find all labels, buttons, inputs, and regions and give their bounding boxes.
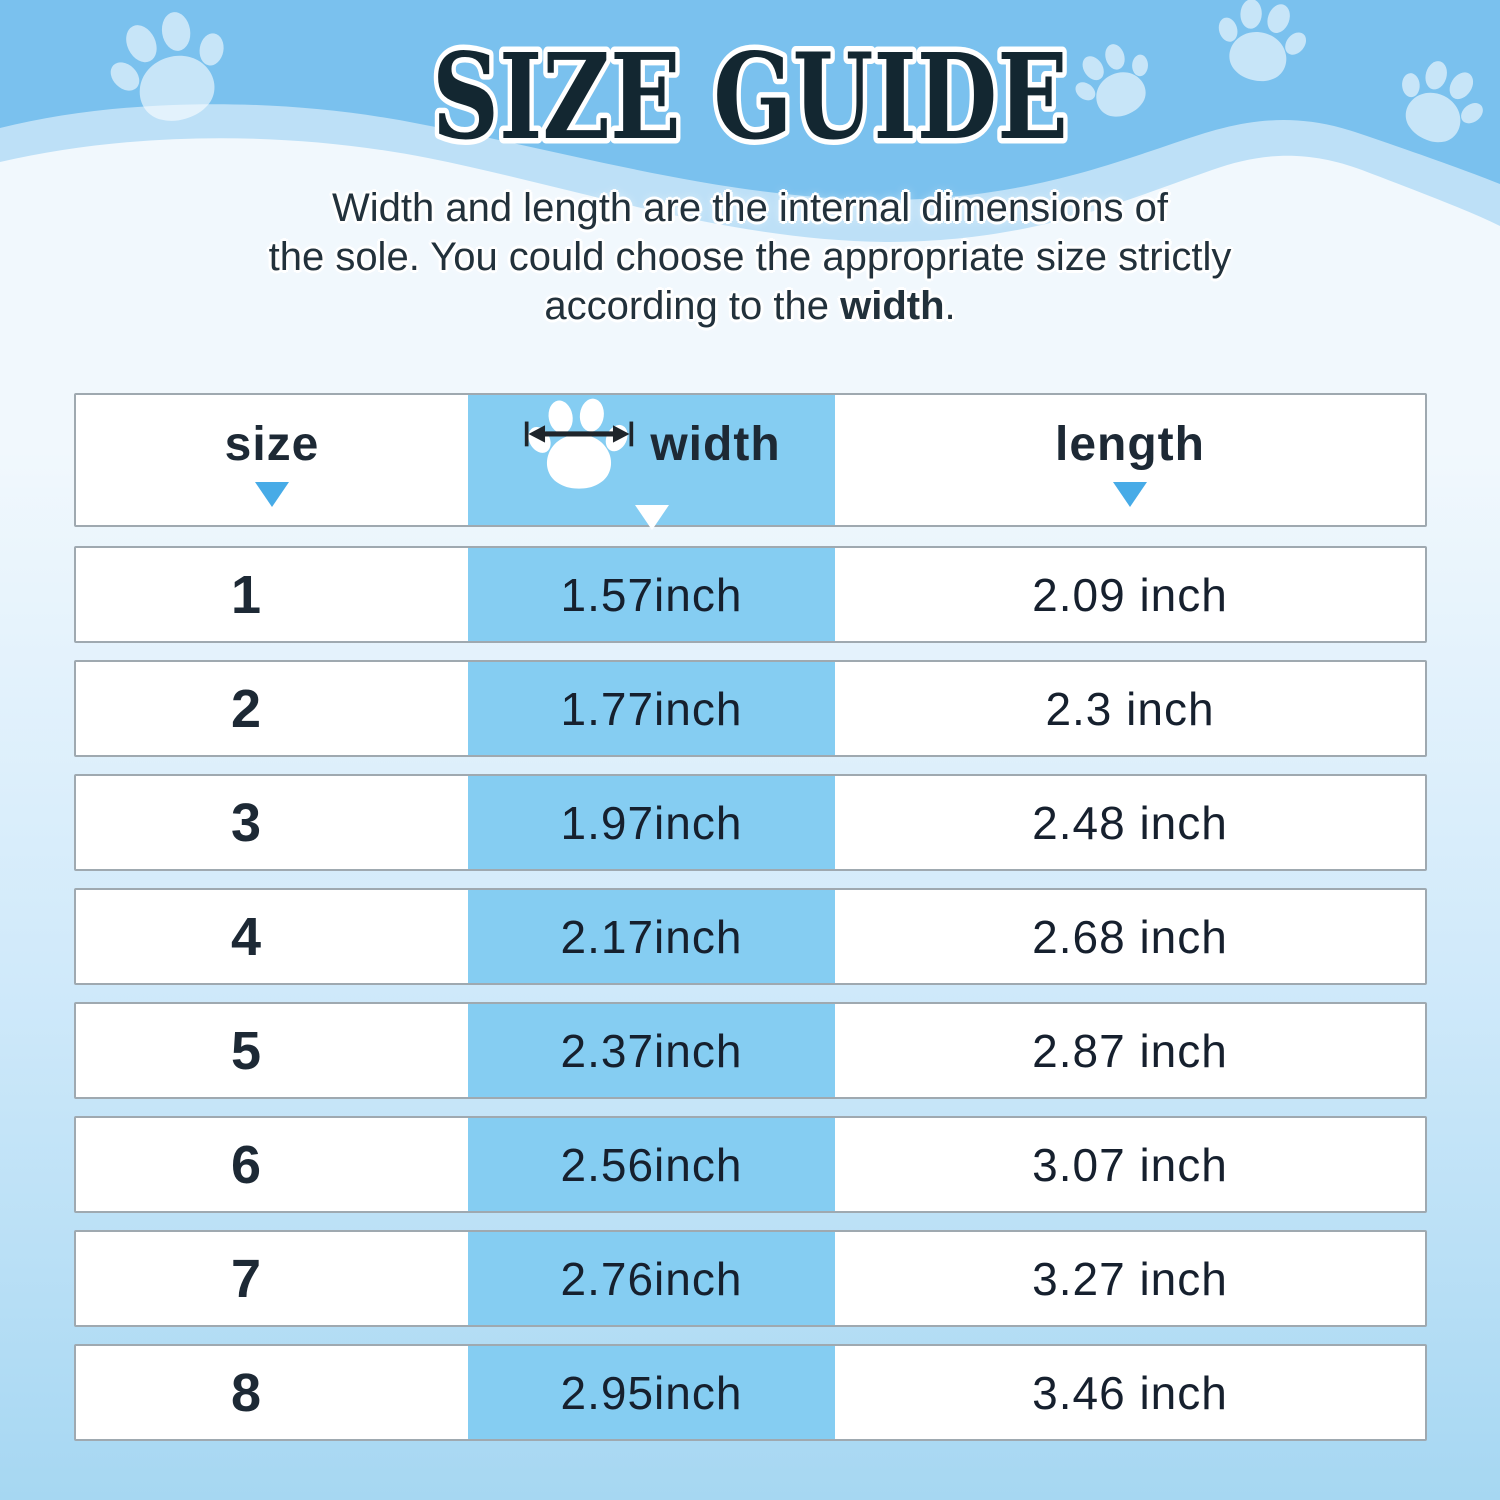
- width-value: 1.77inch: [560, 682, 743, 735]
- width-value: 2.76inch: [560, 1252, 743, 1305]
- width-header-label: width: [650, 418, 781, 471]
- description-line-2: the sole. You could choose the appropriate size strictly: [268, 235, 1232, 279]
- table-body: [74, 546, 1427, 1441]
- size-value: 6: [230, 1134, 262, 1195]
- length-cell: [835, 1232, 1425, 1325]
- size-value: 4: [230, 906, 262, 967]
- length-cell: [835, 1118, 1425, 1211]
- description-line-3-suffix: .: [944, 284, 956, 328]
- size-cell: [76, 1004, 468, 1097]
- size-header-label: size: [224, 418, 320, 471]
- table-row: [74, 660, 1427, 757]
- width-value: 2.95inch: [560, 1366, 743, 1419]
- width-value: 2.37inch: [560, 1024, 743, 1077]
- width-cell: [468, 662, 835, 755]
- description-line-3-bold: width: [840, 284, 945, 328]
- length-cell: [835, 776, 1425, 869]
- width-value: 1.97inch: [560, 796, 743, 849]
- paw-double-arrow-icon: [522, 394, 636, 495]
- description-line-3: [0, 282, 1500, 331]
- table-row: [74, 1002, 1427, 1099]
- length-value: 2.3 inch: [1045, 682, 1215, 735]
- description: [0, 184, 1500, 331]
- length-cell: [835, 662, 1425, 755]
- size-cell: [76, 1232, 468, 1325]
- size-cell: [76, 548, 468, 641]
- length-value: 3.27 inch: [1032, 1252, 1228, 1305]
- size-value: 3: [230, 792, 262, 853]
- triangle-down-icon: [1113, 482, 1147, 507]
- width-cell: [468, 776, 835, 869]
- table-row: [74, 774, 1427, 871]
- table-row: [74, 1344, 1427, 1441]
- width-value: 1.57inch: [560, 568, 743, 621]
- width-cell: [468, 1346, 835, 1439]
- size-value: 1: [230, 564, 262, 625]
- size-cell: [76, 1118, 468, 1211]
- length-value: 3.07 inch: [1032, 1138, 1228, 1191]
- column-header-size: [76, 395, 468, 525]
- length-cell: [835, 548, 1425, 641]
- width-header-group: [522, 394, 780, 495]
- description-line-3-prefix: according to the: [544, 284, 841, 328]
- size-cell: [76, 662, 468, 755]
- length-cell: [835, 1346, 1425, 1439]
- size-table: [74, 393, 1427, 1441]
- length-value: 2.09 inch: [1032, 568, 1228, 621]
- table-header-row: [74, 393, 1427, 527]
- length-value: 2.48 inch: [1032, 796, 1228, 849]
- width-cell: [468, 548, 835, 641]
- table-row: [74, 1230, 1427, 1327]
- length-header-label: length: [1055, 418, 1205, 471]
- length-cell: [835, 1004, 1425, 1097]
- page-title: SIZE GUIDE: [432, 27, 1068, 166]
- width-cell: [468, 1004, 835, 1097]
- table-row: [74, 888, 1427, 985]
- length-value: 2.68 inch: [1032, 910, 1228, 963]
- size-value: 7: [230, 1248, 262, 1309]
- width-cell: [468, 1118, 835, 1211]
- size-value: 5: [230, 1020, 262, 1081]
- width-cell: [468, 890, 835, 983]
- length-cell: [835, 890, 1425, 983]
- size-cell: [76, 776, 468, 869]
- length-value: 2.87 inch: [1032, 1024, 1228, 1077]
- size-cell: [76, 1346, 468, 1439]
- triangle-down-icon: [635, 505, 669, 530]
- length-value: 3.46 inch: [1032, 1366, 1228, 1419]
- triangle-down-icon: [255, 482, 289, 507]
- size-value: 8: [230, 1362, 262, 1423]
- size-value: 2: [230, 678, 262, 739]
- width-value: 2.56inch: [560, 1138, 743, 1191]
- column-header-width: [468, 395, 835, 525]
- width-value: 2.17inch: [560, 910, 743, 963]
- description-line-1: Width and length are the internal dimensions of: [331, 186, 1169, 230]
- size-cell: [76, 890, 468, 983]
- width-cell: [468, 1232, 835, 1325]
- column-header-length: [835, 395, 1425, 525]
- table-row: [74, 546, 1427, 643]
- table-row: [74, 1116, 1427, 1213]
